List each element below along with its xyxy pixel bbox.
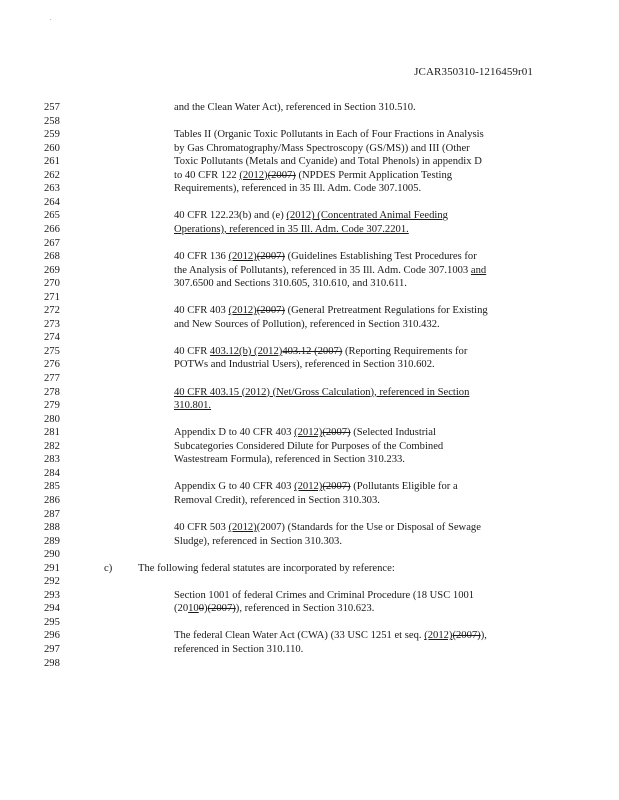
line-number: 292	[44, 576, 60, 588]
document-line	[44, 575, 584, 589]
document-line	[44, 629, 584, 643]
line-number: 278	[44, 386, 60, 398]
text-run: and New Sources of Pollution), referenced in Section 310.432.	[174, 318, 440, 330]
document-line	[44, 196, 584, 210]
text-run: Subcategories Considered Dilute for Purposes of the Combined	[174, 440, 444, 452]
line-number: 260	[44, 142, 60, 154]
document-line	[44, 209, 584, 223]
line-number: 262	[44, 169, 60, 181]
document-line	[44, 318, 584, 332]
line-number: 265	[44, 210, 60, 222]
line-number: 275	[44, 345, 60, 357]
inserted-text: (2012)	[239, 169, 268, 181]
document-line	[44, 115, 584, 129]
line-text	[174, 264, 486, 278]
text-run: (Guidelines Establishing Test Procedures for	[284, 251, 477, 263]
text-run: (Reporting Requirements for	[342, 345, 468, 357]
line-number: 283	[44, 454, 60, 466]
document-line	[44, 142, 584, 156]
document-line	[44, 480, 584, 494]
line-number: 264	[44, 196, 60, 208]
text-run: Removal Credit), referenced in Section 310.303.	[174, 494, 380, 506]
document-line	[44, 616, 584, 630]
document-line	[44, 169, 584, 183]
line-number: 289	[44, 535, 60, 547]
line-text	[174, 223, 409, 237]
deleted-text: (2007)	[256, 251, 285, 263]
inserted-text: (2012)	[228, 522, 257, 534]
line-number: 282	[44, 440, 60, 452]
text-run: (2007)	[256, 522, 285, 534]
document-line	[44, 643, 584, 657]
document-line	[44, 277, 584, 291]
document-line	[44, 453, 584, 467]
text-run: 40 CFR 503	[174, 522, 229, 534]
line-number: 261	[44, 156, 60, 168]
document-line	[44, 602, 584, 616]
text-run: the Analysis of Pollutants), referenced in 35 Ill. Adm. Code 307.1003	[174, 264, 471, 276]
document-line	[44, 155, 584, 169]
text-run: to 40 CFR 122	[174, 169, 240, 181]
line-number: 259	[44, 129, 60, 141]
text-run: (Pollutants Eligible for a	[350, 481, 458, 493]
corner-mark: .	[50, 16, 52, 22]
inserted-text: 10	[188, 603, 199, 615]
line-number: 286	[44, 494, 60, 506]
line-number: 291	[44, 562, 60, 574]
line-text	[174, 480, 458, 494]
document-line	[44, 372, 584, 386]
text-run: (Standards for the Use or Disposal of Sewage	[284, 522, 481, 534]
deleted-text: (2007)	[207, 603, 236, 615]
line-number: 279	[44, 400, 60, 412]
line-number: 267	[44, 237, 60, 249]
text-run: Wastestream Formula), referenced in Section 310.233.	[174, 454, 405, 466]
text-run: 40 CFR 403	[174, 305, 229, 317]
line-number: 263	[44, 183, 60, 195]
document-line	[44, 535, 584, 549]
inserted-text: (2012)	[294, 427, 323, 439]
document-line	[44, 182, 584, 196]
inserted-text: 310.801.	[174, 400, 212, 412]
line-number: 270	[44, 278, 60, 290]
document-line	[44, 508, 584, 522]
document-id-header: JCAR350310-1216459r01	[414, 66, 533, 78]
inserted-text: (2012) (Concentrated Animal Feeding	[286, 210, 448, 222]
line-text	[174, 629, 487, 643]
line-text	[174, 209, 448, 223]
deleted-text: (2007)	[322, 427, 351, 439]
line-text	[174, 155, 482, 169]
line-text	[174, 142, 470, 156]
text-run: Tables II (Organic Toxic Pollutants in Each of Four Fractions in Analysis	[174, 129, 484, 141]
line-text	[174, 128, 484, 142]
line-text	[174, 399, 211, 413]
line-text	[174, 169, 452, 183]
line-number: 288	[44, 522, 60, 534]
document-line	[44, 250, 584, 264]
text-run: Appendix G to 40 CFR 403	[174, 481, 295, 493]
document-line	[44, 128, 584, 142]
text-run: ), referenced in Section 310.623.	[235, 603, 375, 615]
document-line	[44, 548, 584, 562]
line-number: 297	[44, 644, 60, 655]
line-text	[174, 535, 342, 549]
line-text	[174, 589, 474, 603]
line-number: 280	[44, 413, 60, 425]
line-number: 274	[44, 332, 60, 344]
line-text	[138, 562, 395, 576]
line-text	[174, 304, 488, 318]
document-line	[44, 562, 584, 576]
document-line	[44, 467, 584, 481]
document-line	[44, 494, 584, 508]
document-line	[44, 521, 584, 535]
inserted-text: and	[470, 264, 487, 276]
document-line	[44, 223, 584, 237]
text-run: 307.6500 and Sections 310.605, 310.610, and 310.611.	[174, 278, 407, 290]
inserted-text: (2012)	[424, 630, 453, 642]
text-run: )	[204, 603, 208, 615]
line-text	[174, 386, 469, 400]
document-line	[44, 331, 584, 345]
line-number: 276	[44, 359, 60, 371]
line-number: 294	[44, 603, 60, 615]
subsection-label: c)	[104, 562, 113, 574]
text-run: Appendix D to 40 CFR 403	[174, 427, 295, 439]
document-line	[44, 413, 584, 427]
document-line	[44, 264, 584, 278]
document-line	[44, 440, 584, 454]
text-run: referenced in Section 310.110.	[174, 644, 304, 655]
line-text	[174, 521, 481, 535]
deleted-text: (2007)	[256, 305, 285, 317]
deleted-text: (2007)	[267, 169, 296, 181]
text-run: (NPDES Permit Application Testing	[295, 169, 453, 181]
deleted-text: (2007)	[452, 630, 481, 642]
line-text	[174, 345, 467, 359]
line-number: 273	[44, 318, 60, 330]
inserted-text: Operations), referenced in 35 Ill. Adm. Code 307.2201.	[174, 223, 409, 235]
line-number: 269	[44, 264, 60, 276]
line-text	[174, 494, 380, 508]
line-number: 272	[44, 305, 60, 317]
line-number: 257	[44, 102, 60, 113]
line-number: 277	[44, 373, 60, 384]
document-line	[44, 237, 584, 251]
text-run: Requirements), referenced in 35 Ill. Adm. Code 307.1005.	[174, 183, 422, 195]
line-number: 298	[44, 657, 60, 669]
line-number: 258	[44, 115, 60, 127]
document-line	[44, 426, 584, 440]
line-number: 296	[44, 630, 60, 642]
text-run: ),	[480, 630, 487, 642]
text-run: Section 1001 of federal Crimes and Criminal Procedure (18 USC 1001	[174, 589, 475, 601]
text-run: The following federal statutes are incorporated by reference:	[138, 562, 395, 574]
document-line	[44, 386, 584, 400]
text-run: (General Pretreatment Regulations for Existing	[284, 305, 488, 317]
document-line	[44, 304, 584, 318]
text-run: 40 CFR 122.23(b) and (e)	[174, 210, 287, 222]
text-run: Sludge), referenced in Section 310.303.	[174, 535, 342, 547]
deleted-text: 0	[198, 603, 205, 615]
line-number: 287	[44, 508, 60, 520]
inserted-text: 403.12(b) (2012)	[209, 345, 283, 357]
line-text	[174, 277, 407, 291]
line-text	[174, 358, 435, 372]
document-line	[44, 345, 584, 359]
document-line	[44, 358, 584, 372]
line-number: 281	[44, 427, 60, 439]
text-run: and the Clean Water Act), referenced in Section 310.510.	[174, 102, 416, 113]
line-text	[174, 643, 303, 657]
line-text	[174, 318, 440, 332]
text-run: 40 CFR 136	[174, 251, 229, 263]
inserted-text: 40 CFR 403.15 (2012) (Net/Gross Calculation), referenced in Section	[174, 386, 470, 398]
text-run: (Selected Industrial	[350, 427, 436, 439]
inserted-text: (2012)	[228, 251, 257, 263]
line-text	[174, 440, 443, 454]
document-line	[44, 657, 584, 671]
text-run: POTWs and Industrial Users), referenced in Section 310.602.	[174, 359, 435, 371]
text-run: by Gas Chromatography/Mass Spectroscopy (GS/MS)) and III (Other	[174, 142, 470, 154]
text-run: 40 CFR	[174, 345, 210, 357]
line-text	[174, 101, 416, 115]
line-number: 271	[44, 291, 60, 303]
line-number: 268	[44, 251, 60, 263]
line-number: 295	[44, 616, 60, 628]
line-number: 290	[44, 549, 60, 561]
document-line	[44, 589, 584, 603]
line-text	[174, 250, 477, 264]
deleted-text: 403.12 (2007)	[282, 345, 343, 357]
document-line	[44, 399, 584, 413]
line-text	[174, 602, 374, 616]
line-number: 285	[44, 481, 60, 493]
line-number: 284	[44, 467, 60, 479]
text-run: Toxic Pollutants (Metals and Cyanide) and Total Phenols) in appendix D	[174, 156, 482, 168]
line-number: 266	[44, 223, 60, 235]
document-line	[44, 291, 584, 305]
deleted-text: (2007)	[322, 481, 351, 493]
line-text	[174, 426, 436, 440]
line-text	[174, 182, 421, 196]
text-run: The federal Clean Water Act (CWA) (33 USC 1251 et seq.	[174, 630, 425, 642]
line-number: 293	[44, 589, 60, 601]
inserted-text: (2012)	[294, 481, 323, 493]
inserted-text: (2012)	[228, 305, 257, 317]
document-line	[44, 101, 584, 115]
line-text	[174, 453, 405, 467]
text-run: (20	[174, 603, 189, 615]
